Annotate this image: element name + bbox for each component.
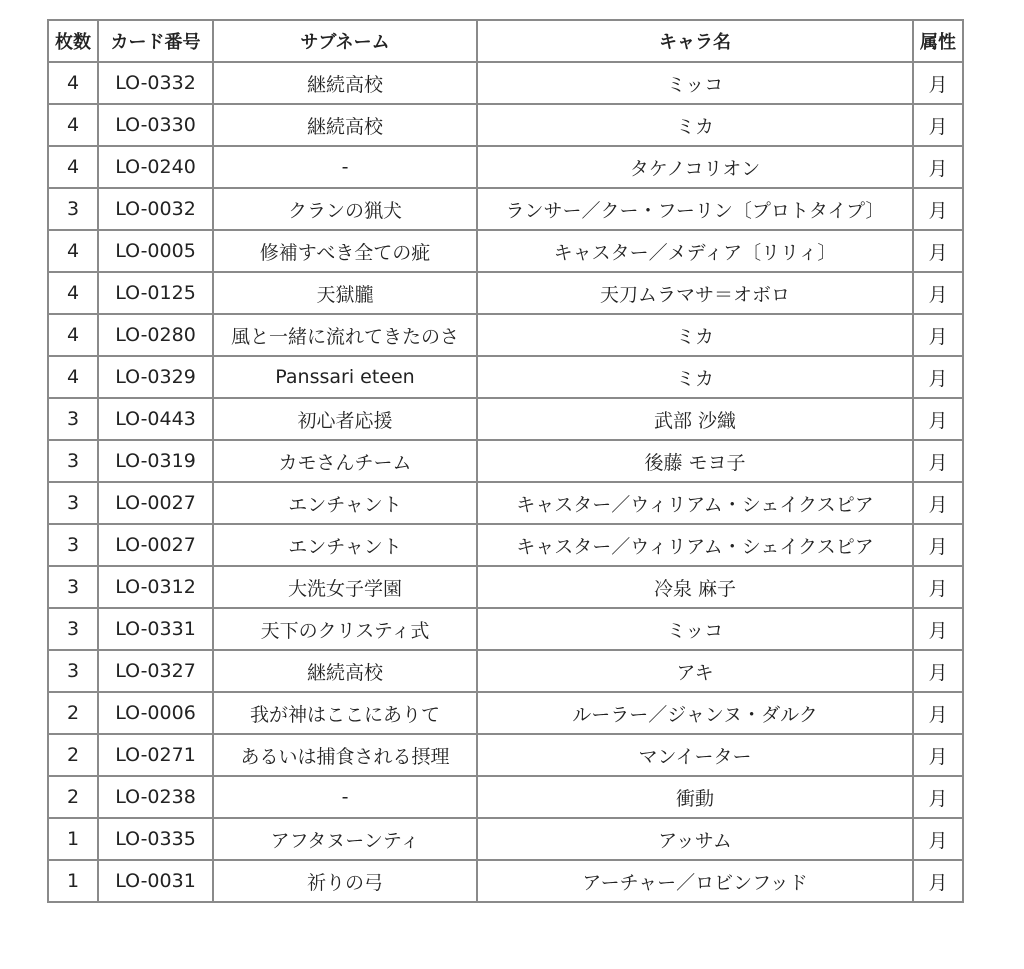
cell-count: 4 bbox=[48, 62, 98, 104]
cell-attribute: 月 bbox=[913, 860, 963, 902]
cell-card-number: LO-0031 bbox=[98, 860, 213, 902]
cell-subname: エンチャント bbox=[213, 524, 477, 566]
cell-card-number: LO-0238 bbox=[98, 776, 213, 818]
cell-character-name: 天刀ムラマサ＝オボロ bbox=[477, 272, 913, 314]
cell-attribute: 月 bbox=[913, 734, 963, 776]
cell-count: 1 bbox=[48, 860, 98, 902]
cell-attribute: 月 bbox=[913, 440, 963, 482]
cell-character-name: マンイーター bbox=[477, 734, 913, 776]
cell-subname: カモさんチーム bbox=[213, 440, 477, 482]
cell-character-name: 衝動 bbox=[477, 776, 913, 818]
table-row bbox=[48, 650, 963, 692]
cell-card-number: LO-0005 bbox=[98, 230, 213, 272]
cell-count: 4 bbox=[48, 314, 98, 356]
table-row bbox=[48, 734, 963, 776]
cell-count: 2 bbox=[48, 776, 98, 818]
cell-character-name: キャスター／ウィリアム・シェイクスピア bbox=[477, 482, 913, 524]
cell-subname: 天獄朧 bbox=[213, 272, 477, 314]
cell-count: 4 bbox=[48, 104, 98, 146]
cell-card-number: LO-0271 bbox=[98, 734, 213, 776]
header-card-number: カード番号 bbox=[98, 20, 213, 62]
cell-count: 3 bbox=[48, 482, 98, 524]
cell-subname: 祈りの弓 bbox=[213, 860, 477, 902]
cell-attribute: 月 bbox=[913, 398, 963, 440]
cell-attribute: 月 bbox=[913, 356, 963, 398]
cell-attribute: 月 bbox=[913, 608, 963, 650]
cell-subname: 大洗女子学園 bbox=[213, 566, 477, 608]
table-row bbox=[48, 818, 963, 860]
cell-character-name: アーチャー／ロビンフッド bbox=[477, 860, 913, 902]
cell-count: 3 bbox=[48, 440, 98, 482]
cell-character-name: ミカ bbox=[477, 314, 913, 356]
table-row bbox=[48, 188, 963, 230]
cell-attribute: 月 bbox=[913, 482, 963, 524]
cell-card-number: LO-0335 bbox=[98, 818, 213, 860]
cell-character-name: 後藤 モヨ子 bbox=[477, 440, 913, 482]
table-row bbox=[48, 524, 963, 566]
table-row bbox=[48, 440, 963, 482]
table-header-row bbox=[48, 20, 963, 62]
cell-character-name: ミカ bbox=[477, 104, 913, 146]
cell-subname: 継続高校 bbox=[213, 62, 477, 104]
card-list-table bbox=[47, 19, 964, 903]
table-row bbox=[48, 608, 963, 650]
cell-count: 4 bbox=[48, 272, 98, 314]
cell-count: 2 bbox=[48, 692, 98, 734]
table-row bbox=[48, 398, 963, 440]
cell-card-number: LO-0319 bbox=[98, 440, 213, 482]
table-body bbox=[48, 62, 963, 902]
table-row bbox=[48, 692, 963, 734]
cell-subname: 天下のクリスティ式 bbox=[213, 608, 477, 650]
cell-subname: 風と一緒に流れてきたのさ bbox=[213, 314, 477, 356]
cell-character-name: ミッコ bbox=[477, 62, 913, 104]
cell-card-number: LO-0006 bbox=[98, 692, 213, 734]
cell-subname: 初心者応援 bbox=[213, 398, 477, 440]
cell-card-number: LO-0280 bbox=[98, 314, 213, 356]
cell-subname: エンチャント bbox=[213, 482, 477, 524]
table-row bbox=[48, 230, 963, 272]
cell-attribute: 月 bbox=[913, 650, 963, 692]
cell-count: 1 bbox=[48, 818, 98, 860]
cell-count: 2 bbox=[48, 734, 98, 776]
cell-attribute: 月 bbox=[913, 188, 963, 230]
cell-character-name: アキ bbox=[477, 650, 913, 692]
card-list-container bbox=[47, 19, 964, 903]
cell-subname: 修補すべき全ての疵 bbox=[213, 230, 477, 272]
header-subname: サブネーム bbox=[213, 20, 477, 62]
cell-attribute: 月 bbox=[913, 314, 963, 356]
table-row bbox=[48, 62, 963, 104]
cell-attribute: 月 bbox=[913, 104, 963, 146]
cell-count: 4 bbox=[48, 146, 98, 188]
cell-count: 3 bbox=[48, 398, 98, 440]
cell-count: 4 bbox=[48, 230, 98, 272]
cell-attribute: 月 bbox=[913, 524, 963, 566]
header-attribute: 属性 bbox=[913, 20, 963, 62]
cell-attribute: 月 bbox=[913, 818, 963, 860]
cell-card-number: LO-0240 bbox=[98, 146, 213, 188]
table-row bbox=[48, 566, 963, 608]
cell-count: 4 bbox=[48, 356, 98, 398]
table-row bbox=[48, 272, 963, 314]
cell-character-name: キャスター／ウィリアム・シェイクスピア bbox=[477, 524, 913, 566]
cell-character-name: ミカ bbox=[477, 356, 913, 398]
cell-subname: 我が神はここにありて bbox=[213, 692, 477, 734]
cell-subname: クランの猟犬 bbox=[213, 188, 477, 230]
header-count: 枚数 bbox=[48, 20, 98, 62]
cell-card-number: LO-0329 bbox=[98, 356, 213, 398]
cell-character-name: ルーラー／ジャンヌ・ダルク bbox=[477, 692, 913, 734]
cell-attribute: 月 bbox=[913, 272, 963, 314]
cell-subname: Panssari eteen bbox=[213, 356, 477, 398]
cell-count: 3 bbox=[48, 188, 98, 230]
table-row bbox=[48, 356, 963, 398]
cell-card-number: LO-0027 bbox=[98, 482, 213, 524]
table-row bbox=[48, 314, 963, 356]
cell-attribute: 月 bbox=[913, 692, 963, 734]
cell-character-name: キャスター／メディア〔リリィ〕 bbox=[477, 230, 913, 272]
header-character-name: キャラ名 bbox=[477, 20, 913, 62]
cell-subname: アフタヌーンティ bbox=[213, 818, 477, 860]
cell-count: 3 bbox=[48, 650, 98, 692]
cell-card-number: LO-0443 bbox=[98, 398, 213, 440]
cell-attribute: 月 bbox=[913, 146, 963, 188]
table-row bbox=[48, 776, 963, 818]
cell-character-name: ランサー／クー・フーリン〔プロトタイプ〕 bbox=[477, 188, 913, 230]
cell-attribute: 月 bbox=[913, 776, 963, 818]
cell-subname: あるいは捕食される摂理 bbox=[213, 734, 477, 776]
cell-attribute: 月 bbox=[913, 566, 963, 608]
cell-card-number: LO-0032 bbox=[98, 188, 213, 230]
cell-subname: - bbox=[213, 146, 477, 188]
cell-attribute: 月 bbox=[913, 62, 963, 104]
cell-character-name: 武部 沙織 bbox=[477, 398, 913, 440]
cell-subname: 継続高校 bbox=[213, 104, 477, 146]
cell-subname: - bbox=[213, 776, 477, 818]
table-row bbox=[48, 146, 963, 188]
cell-character-name: ミッコ bbox=[477, 608, 913, 650]
cell-character-name: 冷泉 麻子 bbox=[477, 566, 913, 608]
cell-character-name: アッサム bbox=[477, 818, 913, 860]
table-row bbox=[48, 482, 963, 524]
cell-card-number: LO-0312 bbox=[98, 566, 213, 608]
table-row bbox=[48, 104, 963, 146]
cell-card-number: LO-0125 bbox=[98, 272, 213, 314]
cell-count: 3 bbox=[48, 524, 98, 566]
cell-card-number: LO-0331 bbox=[98, 608, 213, 650]
cell-count: 3 bbox=[48, 566, 98, 608]
table-row bbox=[48, 860, 963, 902]
cell-attribute: 月 bbox=[913, 230, 963, 272]
cell-card-number: LO-0027 bbox=[98, 524, 213, 566]
cell-card-number: LO-0330 bbox=[98, 104, 213, 146]
cell-character-name: タケノコリオン bbox=[477, 146, 913, 188]
cell-card-number: LO-0327 bbox=[98, 650, 213, 692]
cell-count: 3 bbox=[48, 608, 98, 650]
cell-subname: 継続高校 bbox=[213, 650, 477, 692]
cell-card-number: LO-0332 bbox=[98, 62, 213, 104]
